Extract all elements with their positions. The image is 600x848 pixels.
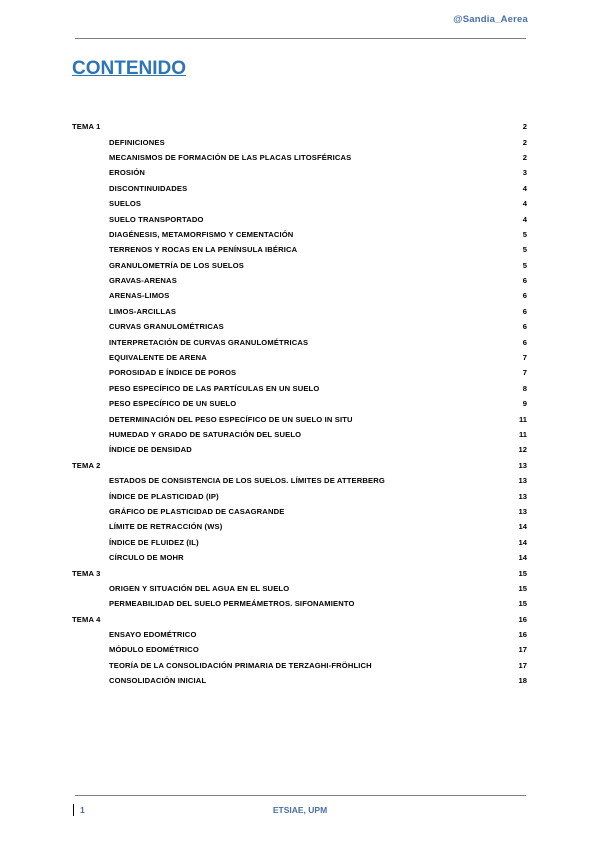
toc-entry-label: DIAGÉNESIS, METAMORFISMO Y CEMENTACIÓN <box>109 229 294 239</box>
toc-entry-link[interactable] <box>72 165 527 180</box>
toc-entry-link[interactable] <box>72 365 527 380</box>
toc-entry-link[interactable] <box>72 550 527 565</box>
toc-section-link[interactable] <box>72 612 527 627</box>
toc-entry-label: SUELO TRANSPORTADO <box>109 214 204 224</box>
toc-section-link[interactable] <box>72 458 527 473</box>
toc-entry-page: 7 <box>522 353 527 363</box>
toc-entry-link[interactable] <box>72 504 527 519</box>
toc-entry-label: INTERPRETACIÓN DE CURVAS GRANULOMÉTRICAS <box>109 337 309 347</box>
toc-entry-page: 9 <box>522 399 527 409</box>
toc-entry-page: 14 <box>518 553 527 563</box>
toc-entry-label: PERMEABILIDAD DEL SUELO PERMEÁMETROS. SIFONAMIENTO <box>109 599 355 609</box>
toc-entry-label: SUELOS <box>109 199 142 209</box>
toc-entry-page: 16 <box>518 630 527 640</box>
toc-entry-link[interactable] <box>72 150 527 165</box>
toc-entry-label: EQUIVALENTE DE ARENA <box>109 353 207 363</box>
toc-entry-label: ÍNDICE DE DENSIDAD <box>109 445 192 455</box>
toc-entry-link[interactable] <box>72 411 527 426</box>
toc-entry-page: 2 <box>522 152 527 162</box>
toc-entry-link[interactable] <box>72 258 527 273</box>
toc-entry-link[interactable] <box>72 181 527 196</box>
toc-entry-label: ESTADOS DE CONSISTENCIA DE LOS SUELOS. LÍMITES DE ATTERBERG <box>109 476 385 486</box>
toc-entry-label: ÍNDICE DE PLASTICIDAD (IP) <box>109 491 219 501</box>
toc-entry-page: 17 <box>518 660 527 670</box>
toc-entry-page: 14 <box>518 537 527 547</box>
toc-entry-page: 4 <box>522 214 527 224</box>
toc-entry-link[interactable] <box>72 304 527 319</box>
footer-institution: ETSIAE, UPM <box>272 805 328 815</box>
toc-entry-link[interactable] <box>72 196 527 211</box>
toc-entry-link[interactable] <box>72 488 527 503</box>
toc-entry-page: 6 <box>522 291 527 301</box>
toc-entry-label: TEMA 3 <box>72 568 101 578</box>
toc-entry-label: DEFINICIONES <box>109 137 165 147</box>
toc-entry-label: CONSOLIDACIÓN INICIAL <box>109 676 207 686</box>
toc-entry-link[interactable] <box>72 581 527 596</box>
toc-entry-link[interactable] <box>72 227 527 242</box>
toc-entry-label: TEMA 2 <box>72 460 101 470</box>
toc-entry-page: 13 <box>518 506 527 516</box>
toc-entry-label: TEMA 4 <box>72 614 101 624</box>
toc-entry-page: 5 <box>522 245 527 255</box>
toc-entry-link[interactable] <box>72 627 527 642</box>
toc-entry-link[interactable] <box>72 519 527 534</box>
toc-entry-page: 4 <box>522 183 527 193</box>
toc-entry-page: 2 <box>522 122 527 132</box>
toc-entry-link[interactable] <box>72 350 527 365</box>
toc-entry-label: DISCONTINUIDADES <box>109 183 188 193</box>
toc-entry-label: TEORÍA DE LA CONSOLIDACIÓN PRIMARIA DE TERZAGHI-FRÖHLICH <box>109 660 372 670</box>
toc-entry-label: MÓDULO EDOMÉTRICO <box>109 645 199 655</box>
toc-entry-label: CURVAS GRANULOMÉTRICAS <box>109 322 224 332</box>
toc-entry-label: CÍRCULO DE MOHR <box>109 553 184 563</box>
toc-entry-link[interactable] <box>72 211 527 226</box>
toc-entry-label: LÍMITE DE RETRACCIÓN (WS) <box>109 522 223 532</box>
toc-entry-label: HUMEDAD Y GRADO DE SATURACIÓN DEL SUELO <box>109 430 302 439</box>
toc-entry-page: 4 <box>522 199 527 209</box>
footer-page-number: 1 <box>80 805 85 815</box>
toc-entry-label: MECANISMOS DE FORMACIÓN DE LAS PLACAS LITOSFÉRICAS <box>109 152 352 162</box>
table-of-contents <box>72 119 527 688</box>
toc-entry-link[interactable] <box>72 658 527 673</box>
toc-entry-label: DETERMINACIÓN DEL PESO ESPECÍFICO DE UN SUELO IN SITU <box>109 414 353 424</box>
toc-entry-link[interactable] <box>72 442 527 457</box>
toc-entry-page: 8 <box>522 383 527 393</box>
toc-entry-link[interactable] <box>72 427 527 442</box>
toc-entry-label: GRANULOMETRÍA DE LOS SUELOS <box>109 260 244 270</box>
toc-entry-page: 6 <box>522 337 527 347</box>
toc-entry-page: 18 <box>518 676 527 686</box>
toc-entry-link[interactable] <box>72 596 527 611</box>
toc-entry-label: EROSIÓN <box>109 168 146 178</box>
toc-entry-page: 11 <box>518 414 527 424</box>
toc-entry-link[interactable] <box>72 396 527 411</box>
toc-entry-page: 6 <box>522 306 527 316</box>
toc-entry-label: POROSIDAD E ÍNDICE DE POROS <box>109 368 237 378</box>
toc-entry-page: 3 <box>522 168 527 178</box>
toc-entry-link[interactable] <box>72 334 527 349</box>
toc-entry-label: TERRENOS Y ROCAS EN LA PENÍNSULA IBÉRICA <box>109 245 298 255</box>
toc-entry-link[interactable] <box>72 381 527 396</box>
header-divider <box>75 38 526 39</box>
header-handle: @Sandia_Aerea <box>453 14 528 25</box>
toc-entry-page: 15 <box>518 568 527 578</box>
toc-entry-page: 6 <box>522 276 527 286</box>
toc-entry-label: ORIGEN Y SITUACIÓN DEL AGUA EN EL SUELO <box>109 583 290 593</box>
toc-entry-page: 13 <box>518 476 527 486</box>
toc-entry-page: 15 <box>518 599 527 609</box>
toc-entry-label: PESO ESPECÍFICO DE LAS PARTÍCULAS EN UN SUELO <box>109 383 320 393</box>
footer-divider <box>75 795 526 796</box>
toc-entry-label: GRÁFICO DE PLASTICIDAD DE CASAGRANDE <box>109 506 285 516</box>
toc-entry-link[interactable] <box>72 642 527 657</box>
toc-entry-link[interactable] <box>72 134 527 149</box>
toc-entry-page: 7 <box>522 368 527 378</box>
toc-entry-label: ENSAYO EDOMÉTRICO <box>109 630 197 640</box>
toc-entry-label: PESO ESPECÍFICO DE UN SUELO <box>109 399 237 409</box>
toc-entry-page: 13 <box>518 460 527 470</box>
toc-entry-link[interactable] <box>72 288 527 303</box>
toc-section-link[interactable] <box>72 119 527 134</box>
toc-section-link[interactable] <box>72 565 527 580</box>
toc-entry-page: 14 <box>518 522 527 532</box>
toc-entry-page: 2 <box>522 137 527 147</box>
toc-entry-link[interactable] <box>72 319 527 334</box>
toc-entry-label: GRAVAS-ARENAS <box>109 276 177 286</box>
toc-entry-page: 11 <box>518 430 527 439</box>
toc-entry-link[interactable] <box>72 535 527 550</box>
toc-entry-page: 6 <box>522 322 527 332</box>
toc-entry-link[interactable] <box>72 242 527 257</box>
toc-entry-page: 16 <box>518 614 527 624</box>
toc-entry-label: TEMA 1 <box>72 122 101 132</box>
toc-entry-label: ARENAS-LIMOS <box>109 291 170 301</box>
toc-entry-page: 17 <box>518 645 527 655</box>
toc-entry-label: LIMOS-ARCILLAS <box>109 306 177 316</box>
toc-entry-page: 5 <box>522 260 527 270</box>
toc-entry-label: ÍNDICE DE FLUIDEZ (IL) <box>109 537 199 547</box>
toc-entry-page: 12 <box>518 445 527 455</box>
toc-entry-link[interactable] <box>72 673 527 688</box>
toc-entry-page: 13 <box>518 491 527 501</box>
toc-entry-page: 15 <box>518 583 527 593</box>
page-title: CONTENIDO <box>72 58 186 79</box>
toc-entry-link[interactable] <box>72 273 527 288</box>
toc-entry-page: 5 <box>522 229 527 239</box>
toc-entry-link[interactable] <box>72 473 527 488</box>
